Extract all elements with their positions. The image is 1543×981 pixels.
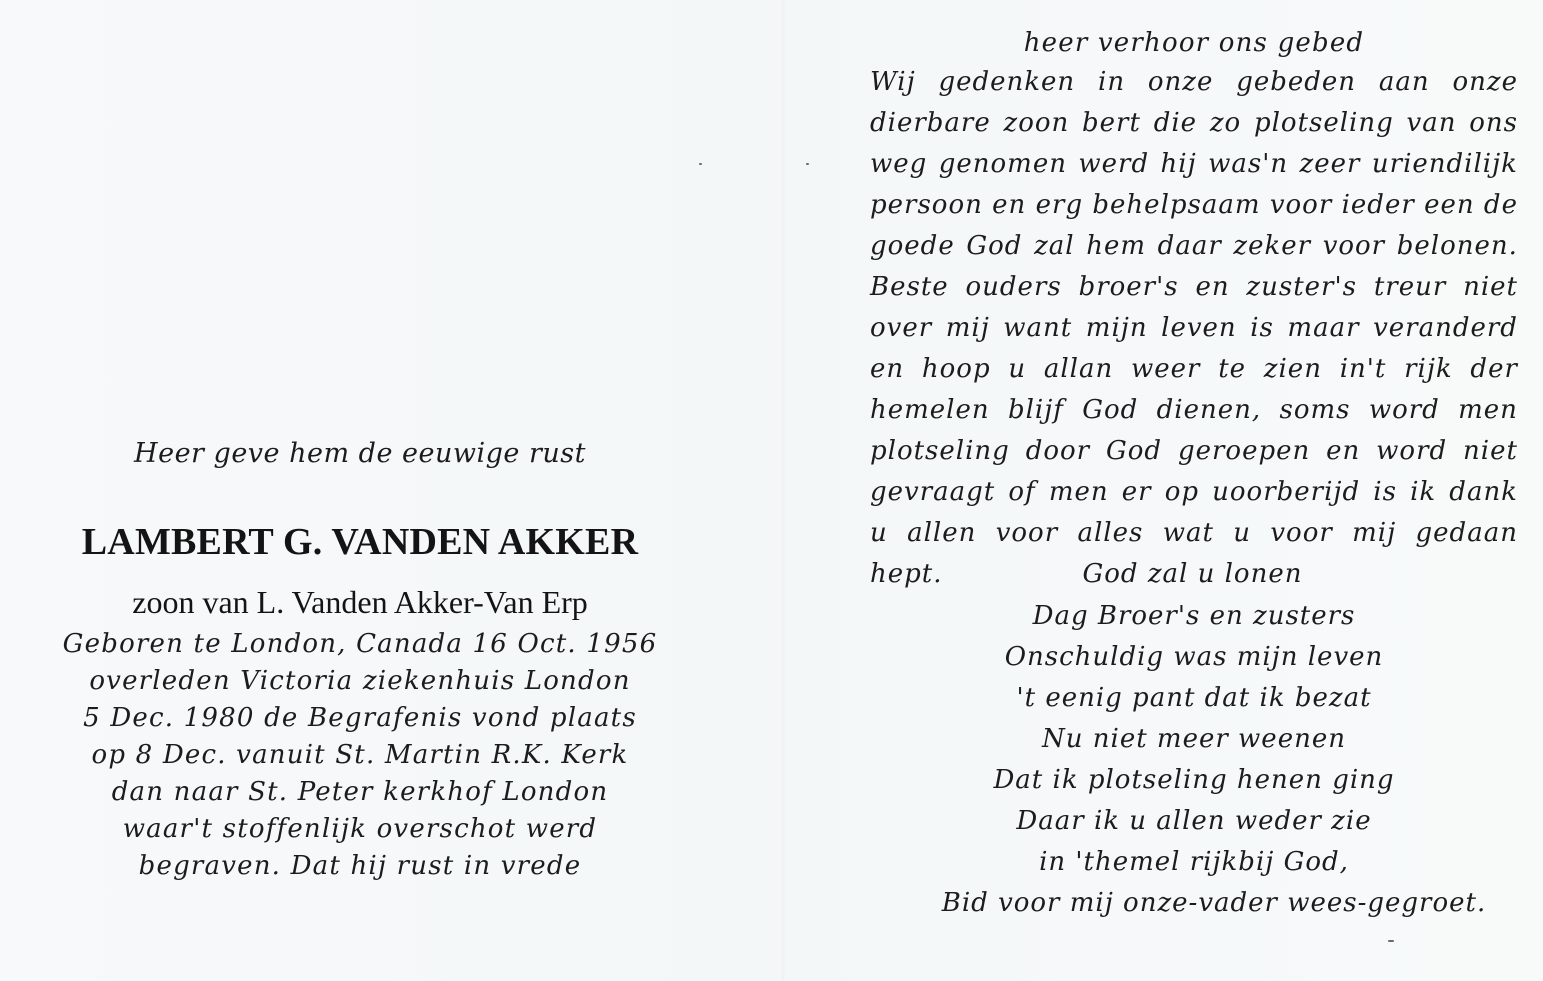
right-panel bbox=[862, 0, 1526, 981]
prose-word: en bbox=[1326, 436, 1361, 466]
prose-line bbox=[870, 226, 1518, 267]
prose-word: van bbox=[1406, 108, 1457, 138]
poem-line: 't eenig pant dat ik bezat bbox=[1016, 683, 1372, 713]
prose-word: uoorberijd bbox=[1212, 477, 1361, 507]
poem-line: in 'themel rijkbij God, bbox=[1039, 847, 1349, 877]
prose-line bbox=[870, 103, 1518, 144]
prose-word: mij bbox=[1352, 518, 1397, 548]
prose-word: zeker bbox=[1233, 231, 1312, 261]
prose-word: persoon bbox=[870, 190, 983, 220]
prose-word: u bbox=[870, 518, 888, 548]
prose-word: of bbox=[1008, 477, 1036, 507]
card-fold bbox=[780, 0, 786, 981]
prose-word: in bbox=[1098, 67, 1126, 97]
prose-word: plotseling bbox=[1253, 108, 1394, 138]
poem-line: Daar ik u allen weder zie bbox=[1016, 806, 1372, 836]
prose-word: dank bbox=[1449, 477, 1518, 507]
prose-word: is bbox=[1373, 477, 1397, 507]
prose-word: en bbox=[992, 190, 1027, 220]
poem-line: Dag Broer's en zusters bbox=[1032, 601, 1356, 631]
prose-word: alles bbox=[1077, 518, 1144, 548]
prose-word: maar bbox=[1287, 313, 1360, 343]
prose-line bbox=[870, 390, 1518, 431]
farewell-poem bbox=[862, 596, 1526, 924]
prose-word: allan bbox=[1043, 354, 1114, 384]
bio-line: dan naar St. Peter kerkhof London bbox=[111, 777, 609, 807]
prose-word: rijk bbox=[1404, 354, 1453, 384]
prose-word: bert bbox=[1082, 108, 1141, 138]
prose-word: gedaan bbox=[1415, 518, 1518, 548]
left-panel bbox=[30, 0, 690, 981]
prose-word: wat bbox=[1162, 518, 1214, 548]
prose-word: ik bbox=[1410, 477, 1437, 507]
bio-line: op 8 Dec. vanuit St. Martin R.K. Kerk bbox=[91, 740, 629, 770]
prose-word: voor bbox=[1270, 518, 1333, 548]
prose-word: is bbox=[1250, 313, 1274, 343]
prose-word: een bbox=[1424, 190, 1475, 220]
poem-line: Dat ik plotseling henen ging bbox=[993, 765, 1395, 795]
prose-word: op bbox=[1164, 477, 1200, 507]
prose-word: voor bbox=[995, 518, 1059, 548]
prose-word: dienen, bbox=[1156, 395, 1262, 425]
prose-line bbox=[870, 308, 1518, 349]
biography bbox=[30, 626, 690, 885]
poem-line: Nu niet meer weenen bbox=[1042, 724, 1346, 754]
prose-word: werd bbox=[1078, 149, 1150, 179]
prose-word: en bbox=[870, 354, 905, 384]
prose-word: der bbox=[1470, 354, 1518, 384]
scan-speck bbox=[806, 163, 809, 165]
prose-word: allen bbox=[907, 518, 977, 548]
prose-word: belonen. bbox=[1396, 231, 1518, 261]
prose-word: geroepen bbox=[1177, 436, 1311, 466]
prose-word: en bbox=[1195, 272, 1230, 302]
prose-word: onze bbox=[1452, 67, 1518, 97]
prose-word: treur bbox=[1373, 272, 1447, 302]
poem-line: Onschuldig was mijn leven bbox=[1004, 642, 1384, 672]
prose-word: mijn bbox=[1085, 313, 1148, 343]
prose-word: die bbox=[1153, 108, 1198, 138]
prayer-line: heer verhoor ons gebed bbox=[1023, 28, 1365, 58]
prose-word: genomen bbox=[938, 149, 1067, 179]
prose-word: zuster's bbox=[1246, 272, 1357, 302]
bio-line: begraven. Dat hij rust in vrede bbox=[138, 851, 582, 881]
prose-word: leven bbox=[1161, 313, 1237, 343]
prose-word: aan bbox=[1378, 67, 1430, 97]
bio-line: overleden Victoria ziekenhuis London bbox=[89, 666, 631, 696]
prose-word: onze bbox=[1147, 67, 1214, 97]
prose-word: niet bbox=[1463, 436, 1518, 466]
prose-word: word bbox=[1368, 395, 1440, 425]
prose-word: dierbare bbox=[870, 108, 991, 138]
prose-word: weer bbox=[1130, 354, 1201, 384]
prose-word: voor bbox=[1269, 190, 1333, 220]
prose-word: hem bbox=[1086, 231, 1147, 261]
prose-word: zal bbox=[1034, 231, 1075, 261]
prose-word: zien bbox=[1263, 354, 1322, 384]
scan-speck bbox=[1388, 940, 1394, 942]
prose-line bbox=[870, 267, 1518, 308]
prose-line bbox=[870, 185, 1518, 226]
parents-line: zoon van L. Vanden Akker-Van Erp bbox=[132, 584, 588, 620]
prose-word: niet bbox=[1463, 272, 1518, 302]
prose-line-last bbox=[870, 554, 1518, 595]
prose-word: God bbox=[966, 231, 1023, 261]
bio-line: 5 Dec. 1980 de Begrafenis vond plaats bbox=[83, 703, 637, 733]
poem-line: Bid voor mij onze-vader wees-gegroet. bbox=[941, 888, 1487, 918]
prose-word: Beste bbox=[870, 272, 949, 302]
prose-line bbox=[870, 472, 1518, 513]
prose-word: broer's bbox=[1078, 272, 1179, 302]
prose-word: door bbox=[1025, 436, 1091, 466]
prose-word: zeer bbox=[1299, 149, 1361, 179]
blessing-line: God zal u lonen bbox=[1082, 559, 1303, 589]
prose-word: God bbox=[1082, 395, 1139, 425]
prose-word: gebeden bbox=[1236, 67, 1357, 97]
prose-word: was'n bbox=[1208, 149, 1289, 179]
bio-line: waar't stoffenlijk overschot werd bbox=[122, 814, 598, 844]
prose-word: over bbox=[870, 313, 933, 343]
remembrance-text bbox=[870, 62, 1518, 595]
prose-word: te bbox=[1218, 354, 1247, 384]
deceased-name: LAMBERT G. VANDEN AKKER bbox=[81, 521, 639, 563]
bio-line: Geboren te London, Canada 16 Oct. 1956 bbox=[62, 629, 658, 659]
prose-word: word bbox=[1376, 436, 1448, 466]
motto: Heer geve hem de eeuwige rust bbox=[134, 438, 586, 469]
scan-speck bbox=[699, 163, 702, 165]
prose-word: zo bbox=[1209, 108, 1242, 138]
prose-line bbox=[870, 349, 1518, 390]
prose-word: men bbox=[1048, 477, 1109, 507]
prose-word: voor bbox=[1322, 231, 1386, 261]
prose-line bbox=[870, 513, 1518, 554]
prose-word: men bbox=[1458, 395, 1518, 425]
prose-line bbox=[870, 144, 1518, 185]
prose-word: want bbox=[1003, 313, 1073, 343]
prose-line bbox=[870, 62, 1518, 103]
prose-word: zoon bbox=[1003, 108, 1070, 138]
prose-word: mij bbox=[945, 313, 990, 343]
prose-line bbox=[870, 431, 1518, 472]
prose-word: goede bbox=[870, 231, 955, 261]
prose-word: ieder bbox=[1341, 190, 1415, 220]
prose-word: plotseling bbox=[870, 436, 1010, 466]
prose-word: ons bbox=[1469, 108, 1518, 138]
prose-word: God bbox=[1105, 436, 1163, 466]
prose-word: soms bbox=[1279, 395, 1351, 425]
prose-word: er bbox=[1121, 477, 1152, 507]
prose-end-word: hept. bbox=[870, 559, 943, 589]
prose-word: hemelen bbox=[870, 395, 990, 425]
prose-word: hoop bbox=[921, 354, 991, 384]
prose-word: u bbox=[1233, 518, 1252, 548]
prose-word: veranderd bbox=[1373, 313, 1518, 343]
prose-word: weg bbox=[870, 149, 928, 179]
prose-word: hij bbox=[1160, 149, 1197, 179]
prose-word: gedenken bbox=[938, 67, 1076, 97]
prose-word: uriendilijk bbox=[1371, 149, 1518, 179]
prose-word: in't bbox=[1339, 354, 1387, 384]
prose-word: Wij bbox=[870, 67, 916, 97]
prose-word: behelpsaam bbox=[1092, 190, 1261, 220]
prose-word: blijf bbox=[1007, 395, 1064, 425]
prose-word: daar bbox=[1157, 231, 1222, 261]
prose-word: erg bbox=[1035, 190, 1084, 220]
prose-word: ouders bbox=[965, 272, 1062, 302]
prose-word: gevraagt bbox=[870, 477, 996, 507]
prose-word: u bbox=[1008, 354, 1027, 384]
prose-word: de bbox=[1483, 190, 1518, 220]
